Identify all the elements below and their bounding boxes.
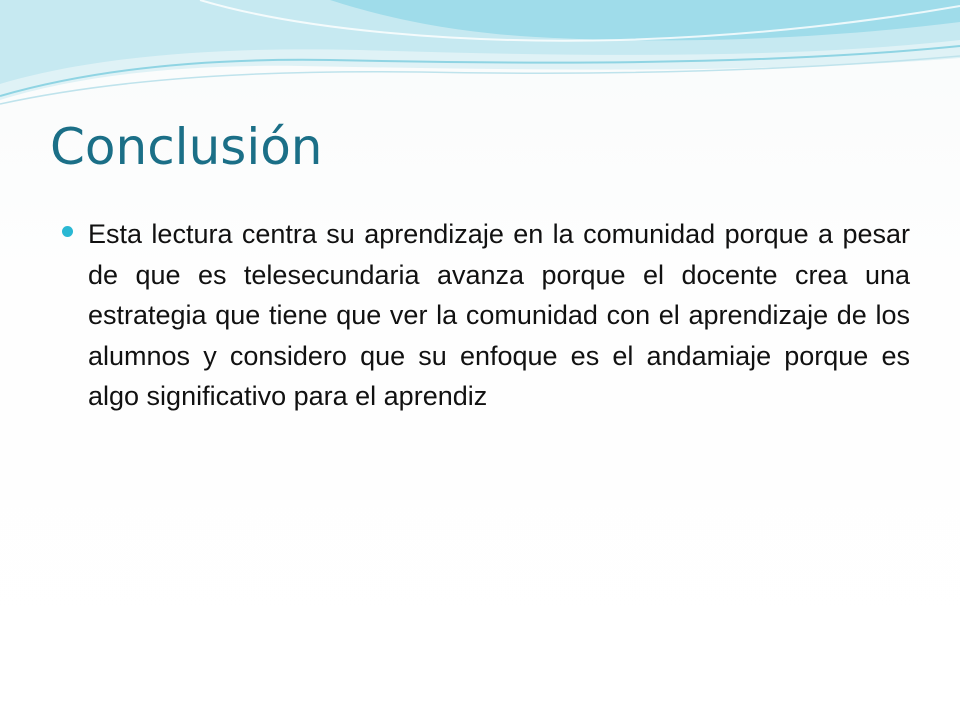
header-wave-decoration xyxy=(0,0,960,120)
slide-title: Conclusión xyxy=(50,118,323,176)
bullet-dot-icon xyxy=(62,226,73,237)
bullet-text: Esta lectura centra su aprendizaje en la comunidad porque a pesar de que es telesecundaria avanza porque el docente crea una estrategia que tiene que ver la comunidad con el aprendizaje de los alumnos y considero que su enfoque es el andamiaje porque es algo significativo para el aprendiz xyxy=(88,219,910,411)
bullet-item xyxy=(62,214,912,417)
bullet-list xyxy=(62,214,912,417)
